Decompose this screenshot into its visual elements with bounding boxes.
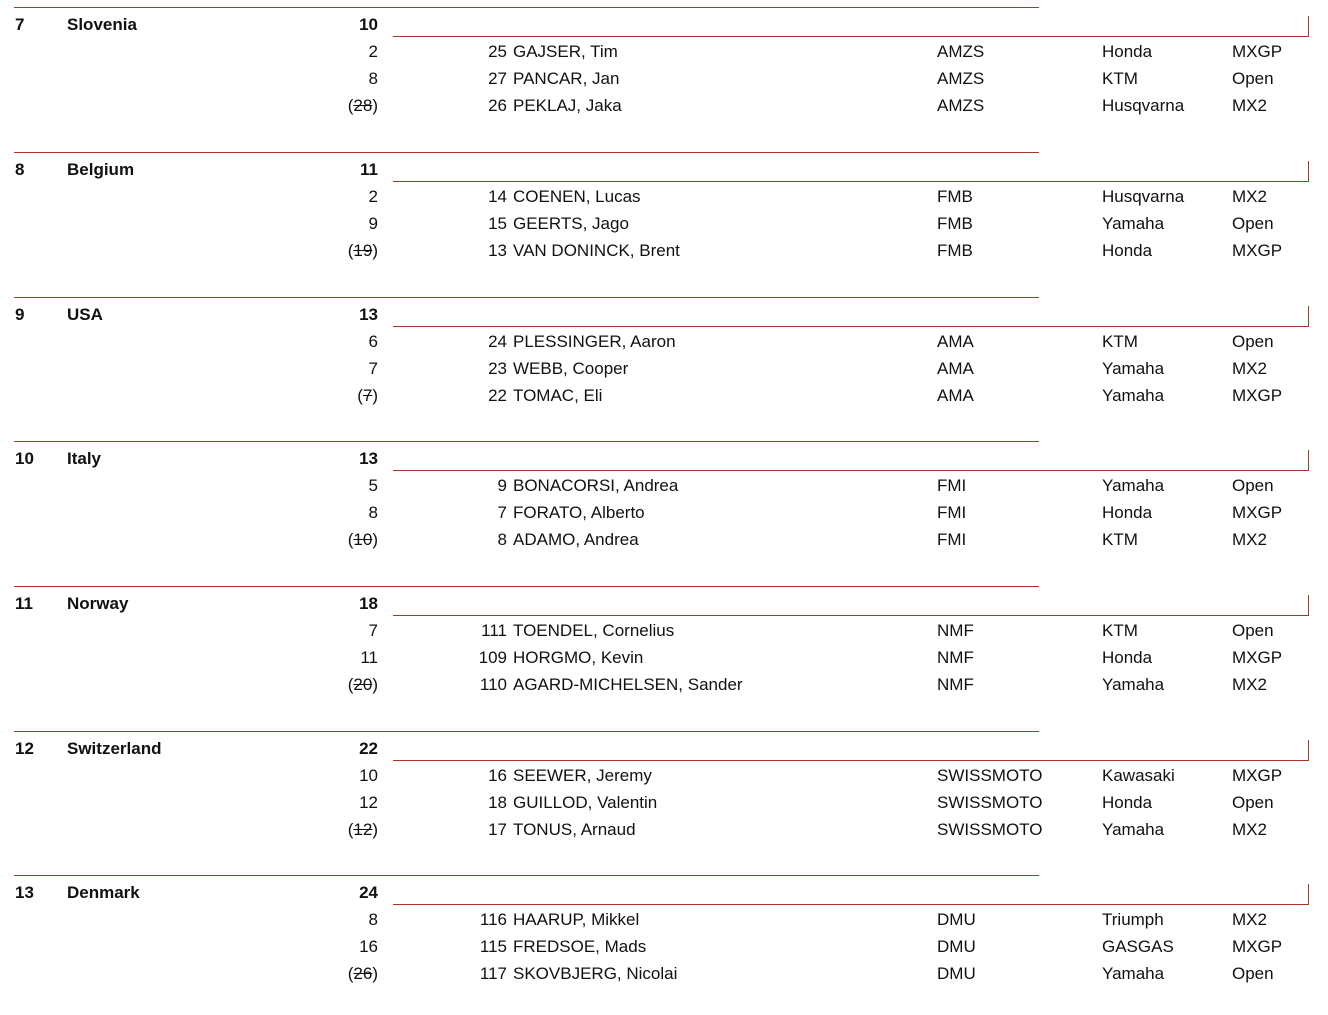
- rider-name: HAARUP, Mikkel: [513, 910, 640, 929]
- team-divider: [14, 586, 1039, 587]
- rider-federation: NMF: [937, 648, 974, 667]
- rider-number: 15: [488, 214, 507, 233]
- rider-divider: [393, 884, 1309, 905]
- team-position: 9: [15, 305, 25, 324]
- rider-divider: [393, 450, 1309, 471]
- rider-class: MXGP: [1232, 648, 1283, 667]
- rider-federation: FMI: [937, 530, 967, 549]
- rider-number: 9: [497, 476, 507, 495]
- rider-bike: Yamaha: [1102, 964, 1165, 983]
- rider-name: GEERTS, Jago: [513, 214, 629, 233]
- rider-class: Open: [1232, 332, 1274, 351]
- rider-class: MX2: [1232, 910, 1267, 929]
- rider-class: Open: [1232, 476, 1274, 495]
- rider-class: Open: [1232, 793, 1274, 812]
- rider-class: MX2: [1232, 530, 1267, 549]
- rider-name: GUILLOD, Valentin: [513, 793, 658, 812]
- rider-number: 23: [488, 359, 507, 378]
- rider-class: Open: [1232, 69, 1274, 88]
- rider-federation: FMB: [937, 187, 973, 206]
- rider-class: MXGP: [1232, 386, 1283, 405]
- rider-number: 26: [488, 96, 507, 115]
- rider-score: 10: [359, 766, 378, 785]
- rider-class: MXGP: [1232, 42, 1283, 61]
- rider-name: GAJSER, Tim: [513, 42, 618, 61]
- team-total: 18: [359, 594, 378, 613]
- rider-name: SKOVBJERG, Nicolai: [513, 964, 678, 983]
- team-block: [0, 297, 1328, 437]
- team-total: 22: [359, 739, 378, 758]
- rider-score: 7: [368, 621, 378, 640]
- rider-score: 8: [368, 69, 378, 88]
- rider-score: 12: [359, 793, 378, 812]
- rider-number: 115: [479, 937, 507, 956]
- team-block: [0, 152, 1328, 292]
- rider-score: 11: [360, 648, 378, 667]
- rider-bike: Yamaha: [1102, 675, 1165, 694]
- team-total: 13: [359, 305, 378, 324]
- rider-bike: KTM: [1102, 621, 1138, 640]
- rider-bike: KTM: [1102, 530, 1138, 549]
- team-country: Denmark: [67, 883, 140, 902]
- rider-federation: AMZS: [937, 96, 985, 115]
- rider-bike: Yamaha: [1102, 359, 1165, 378]
- dropped-score-value: 10: [353, 530, 373, 549]
- rider-bike: Yamaha: [1102, 476, 1165, 495]
- rider-number: 8: [497, 530, 507, 549]
- rider-number: 117: [479, 964, 507, 983]
- team-country: Slovenia: [67, 15, 137, 34]
- rider-name: COENEN, Lucas: [513, 187, 641, 206]
- rider-federation: NMF: [937, 675, 974, 694]
- team-country: Italy: [67, 449, 102, 468]
- rider-name: PLESSINGER, Aaron: [513, 332, 676, 351]
- rider-number: 22: [488, 386, 507, 405]
- rider-federation: FMB: [937, 214, 973, 233]
- rider-score: 8: [368, 910, 378, 929]
- rider-number: 111: [481, 621, 507, 640]
- rider-score: 16: [359, 937, 378, 956]
- rider-federation: AMZS: [937, 69, 985, 88]
- rider-federation: AMA: [937, 332, 974, 351]
- dropped-score: (12): [347, 820, 378, 839]
- rider-number: 27: [488, 69, 507, 88]
- team-divider: [14, 731, 1039, 732]
- team-position: 8: [15, 160, 25, 179]
- rider-class: MXGP: [1232, 241, 1283, 260]
- rider-federation: SWISSMOTO: [937, 793, 1043, 812]
- rider-name: WEBB, Cooper: [513, 359, 629, 378]
- rider-name: TONUS, Arnaud: [513, 820, 636, 839]
- rider-divider: [393, 740, 1309, 761]
- rider-bike: GASGAS: [1102, 937, 1174, 956]
- rider-federation: DMU: [937, 964, 976, 983]
- rider-federation: SWISSMOTO: [937, 766, 1043, 785]
- dropped-score: (19): [347, 241, 378, 260]
- team-total: 13: [359, 449, 378, 468]
- rider-number: 17: [488, 820, 507, 839]
- rider-divider: [393, 16, 1309, 37]
- rider-class: MX2: [1232, 359, 1267, 378]
- dropped-score: (7): [357, 386, 378, 405]
- rider-class: MXGP: [1232, 937, 1283, 956]
- rider-name: PANCAR, Jan: [513, 69, 620, 88]
- rider-bike: Honda: [1102, 793, 1153, 812]
- rider-class: MXGP: [1232, 503, 1283, 522]
- rider-federation: FMI: [937, 503, 967, 522]
- rider-federation: FMI: [937, 476, 967, 495]
- team-position: 13: [15, 883, 34, 902]
- rider-federation: DMU: [937, 937, 976, 956]
- team-country: Norway: [67, 594, 129, 613]
- rider-number: 116: [479, 910, 507, 929]
- dropped-score: (28): [347, 96, 378, 115]
- rider-score: 2: [368, 42, 378, 61]
- rider-class: Open: [1232, 964, 1274, 983]
- team-total: 24: [359, 883, 378, 902]
- rider-divider: [393, 161, 1309, 182]
- team-divider: [14, 152, 1039, 153]
- dropped-score-value: 12: [353, 820, 373, 839]
- team-block: [0, 875, 1328, 1015]
- rider-bike: Kawasaki: [1102, 766, 1175, 785]
- team-total: 10: [359, 15, 378, 34]
- rider-name: VAN DONINCK, Brent: [513, 241, 680, 260]
- dropped-score-value: 20: [353, 675, 373, 694]
- team-total: 11: [360, 160, 378, 179]
- team-divider: [14, 7, 1039, 8]
- rider-bike: Yamaha: [1102, 820, 1165, 839]
- rider-number: 7: [497, 503, 507, 522]
- rider-number: 18: [488, 793, 507, 812]
- rider-name: AGARD-MICHELSEN, Sander: [513, 675, 743, 694]
- rider-class: MX2: [1232, 96, 1267, 115]
- rider-score: 8: [368, 503, 378, 522]
- rider-federation: AMA: [937, 386, 974, 405]
- team-position: 7: [15, 15, 25, 34]
- dropped-score: (26): [347, 964, 378, 983]
- rider-federation: DMU: [937, 910, 976, 929]
- rider-number: 109: [478, 648, 507, 667]
- rider-bike: Honda: [1102, 648, 1153, 667]
- team-divider: [14, 875, 1039, 876]
- rider-divider: [393, 595, 1309, 616]
- rider-federation: SWISSMOTO: [937, 820, 1043, 839]
- rider-bike: Honda: [1102, 503, 1153, 522]
- rider-class: Open: [1232, 214, 1274, 233]
- rider-name: PEKLAJ, Jaka: [513, 96, 622, 115]
- rider-bike: Yamaha: [1102, 214, 1165, 233]
- team-position: 10: [15, 449, 34, 468]
- rider-class: MX2: [1232, 187, 1267, 206]
- rider-class: Open: [1232, 621, 1274, 640]
- rider-divider: [393, 306, 1309, 327]
- team-country: Belgium: [67, 160, 135, 179]
- rider-name: FREDSOE, Mads: [513, 937, 647, 956]
- rider-bike: Honda: [1102, 241, 1153, 260]
- rider-number: 110: [479, 675, 507, 694]
- rider-score: 5: [368, 476, 378, 495]
- rider-score: 6: [368, 332, 378, 351]
- rider-bike: Honda: [1102, 42, 1153, 61]
- dropped-score-value: 7: [362, 386, 373, 405]
- rider-class: MX2: [1232, 820, 1267, 839]
- rider-number: 25: [488, 42, 507, 61]
- dropped-score: (20): [347, 675, 378, 694]
- team-block: [0, 731, 1328, 871]
- rider-name: TOMAC, Eli: [513, 386, 603, 405]
- rider-name: SEEWER, Jeremy: [513, 766, 652, 785]
- team-divider: [14, 297, 1039, 298]
- team-block: [0, 441, 1328, 581]
- rider-federation: NMF: [937, 621, 974, 640]
- rider-class: MXGP: [1232, 766, 1283, 785]
- rider-name: TOENDEL, Cornelius: [513, 621, 675, 640]
- rider-name: FORATO, Alberto: [513, 503, 645, 522]
- rider-bike: Yamaha: [1102, 386, 1165, 405]
- team-country: USA: [67, 305, 103, 324]
- rider-federation: AMA: [937, 359, 974, 378]
- rider-bike: Husqvarna: [1102, 187, 1185, 206]
- rider-bike: KTM: [1102, 69, 1138, 88]
- dropped-score: (10): [347, 530, 378, 549]
- rider-federation: AMZS: [937, 42, 985, 61]
- rider-number: 14: [488, 187, 507, 206]
- rider-class: MX2: [1232, 675, 1267, 694]
- rider-bike: Husqvarna: [1102, 96, 1185, 115]
- team-country: Switzerland: [67, 739, 162, 758]
- team-block: [0, 586, 1328, 726]
- rider-name: ADAMO, Andrea: [513, 530, 639, 549]
- rider-name: HORGMO, Kevin: [513, 648, 644, 667]
- rider-bike: Triumph: [1102, 910, 1164, 929]
- dropped-score-value: 19: [353, 241, 373, 260]
- rider-name: BONACORSI, Andrea: [513, 476, 679, 495]
- rider-score: 2: [368, 187, 378, 206]
- rider-score: 7: [368, 359, 378, 378]
- team-position: 12: [15, 739, 34, 758]
- team-position: 11: [15, 594, 33, 613]
- rider-number: 16: [488, 766, 507, 785]
- rider-number: 13: [488, 241, 507, 260]
- team-block: [0, 7, 1328, 147]
- rider-score: 9: [368, 214, 378, 233]
- dropped-score-value: 26: [353, 964, 373, 983]
- team-divider: [14, 441, 1039, 442]
- rider-bike: KTM: [1102, 332, 1138, 351]
- rider-federation: FMB: [937, 241, 973, 260]
- rider-number: 24: [488, 332, 507, 351]
- dropped-score-value: 28: [353, 96, 373, 115]
